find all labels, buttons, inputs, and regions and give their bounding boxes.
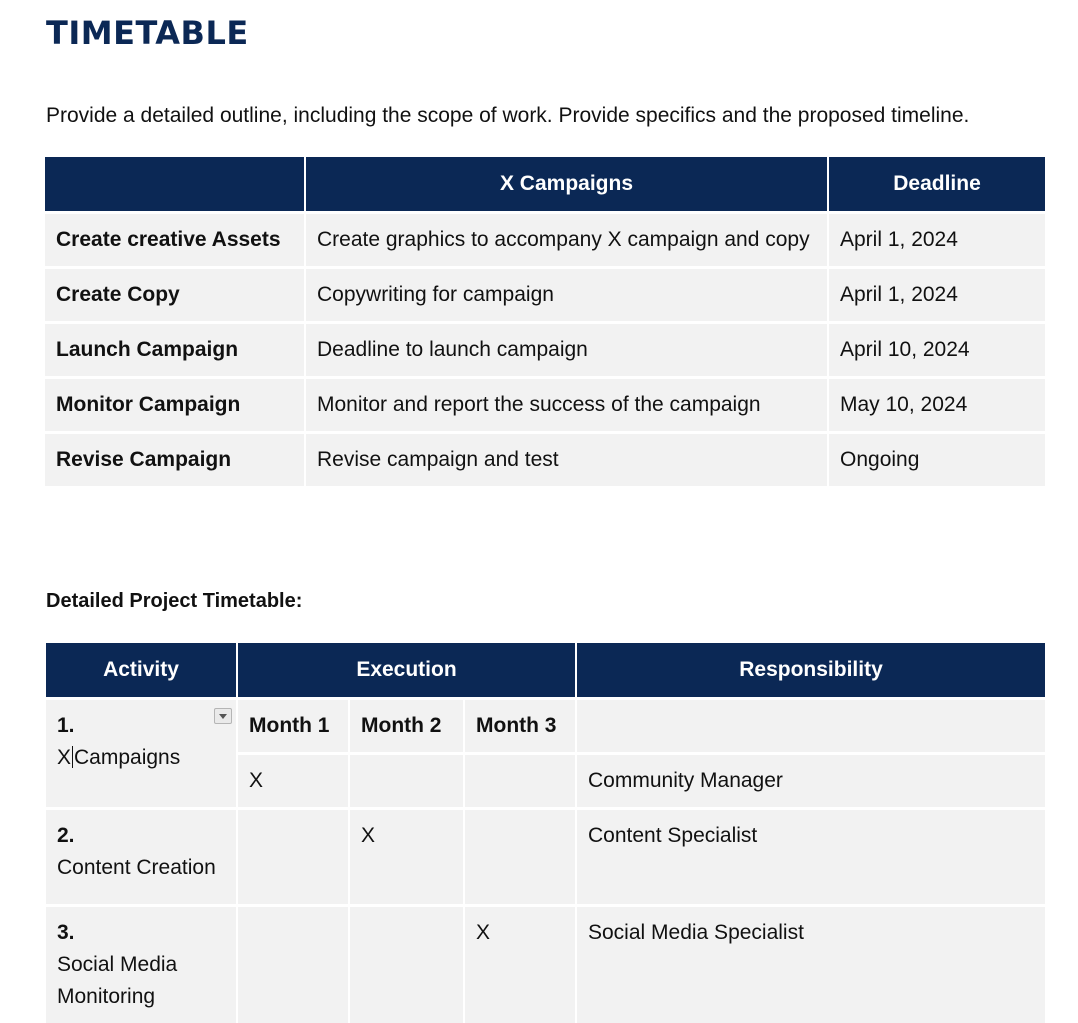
table-row — [46, 906, 1045, 1023]
header-execution: Execution — [237, 643, 576, 699]
activity-name-prefix: X — [57, 746, 71, 769]
month-3-label: Month 3 — [464, 699, 576, 754]
description-cell[interactable]: Copywriting for campaign — [305, 268, 828, 323]
month-2-cell[interactable]: X — [349, 809, 464, 906]
month-3-cell[interactable] — [464, 754, 576, 809]
table-row — [45, 323, 1045, 378]
table-row — [45, 268, 1045, 323]
month-1-cell[interactable]: X — [237, 754, 349, 809]
header-x-campaigns: X Campaigns — [305, 157, 828, 213]
activity-number: 1. — [57, 710, 225, 742]
activity-cell[interactable] — [46, 699, 237, 809]
page-title: TIMETABLE — [46, 14, 249, 52]
responsibility-cell[interactable]: Social Media Specialist — [576, 906, 1045, 1023]
activity-cell[interactable]: Create creative Assets — [45, 213, 305, 268]
header-activity: Activity — [46, 643, 237, 699]
deadline-cell[interactable]: April 10, 2024 — [828, 323, 1045, 378]
activity-cell[interactable]: Launch Campaign — [45, 323, 305, 378]
month-2-cell[interactable] — [349, 754, 464, 809]
activity-name: Content Creation — [57, 856, 216, 879]
activity-number: 2. — [57, 820, 225, 852]
description-cell[interactable]: Deadline to launch campaign — [305, 323, 828, 378]
campaign-table — [45, 157, 1045, 486]
activity-name-suffix: Campaigns — [74, 746, 180, 769]
project-timetable — [46, 643, 1045, 1023]
activity-cell[interactable] — [46, 906, 237, 1023]
table-row — [45, 433, 1045, 487]
month-2-label: Month 2 — [349, 699, 464, 754]
header-empty — [45, 157, 305, 213]
deadline-cell[interactable]: April 1, 2024 — [828, 213, 1045, 268]
responsibility-cell[interactable]: Community Manager — [576, 754, 1045, 809]
month-2-cell[interactable] — [349, 906, 464, 1023]
intro-text: Provide a detailed outline, including the scope of work. Provide specifics and the proposed timeline. — [46, 104, 969, 128]
table-header-row — [45, 157, 1045, 213]
month-1-cell[interactable] — [237, 906, 349, 1023]
month-1-cell[interactable] — [237, 809, 349, 906]
description-cell[interactable]: Create graphics to accompany X campaign and copy — [305, 213, 828, 268]
deadline-cell[interactable]: April 1, 2024 — [828, 268, 1045, 323]
activity-name: Social Media Monitoring — [57, 953, 177, 1008]
text-cursor — [72, 746, 73, 768]
deadline-cell[interactable]: May 10, 2024 — [828, 378, 1045, 433]
header-deadline: Deadline — [828, 157, 1045, 213]
table-row — [45, 213, 1045, 268]
month-3-cell[interactable]: X — [464, 906, 576, 1023]
activity-cell[interactable]: Create Copy — [45, 268, 305, 323]
description-cell[interactable]: Monitor and report the success of the campaign — [305, 378, 828, 433]
header-responsibility: Responsibility — [576, 643, 1045, 699]
description-cell[interactable]: Revise campaign and test — [305, 433, 828, 487]
table-row — [46, 699, 1045, 754]
table-row — [46, 809, 1045, 906]
table-header-row — [46, 643, 1045, 699]
dropdown-arrow-icon[interactable] — [214, 708, 232, 724]
detailed-timetable-heading: Detailed Project Timetable: — [46, 590, 302, 613]
activity-number: 3. — [57, 917, 225, 949]
table-row — [45, 378, 1045, 433]
activity-cell[interactable]: Revise Campaign — [45, 433, 305, 487]
activity-cell[interactable]: Monitor Campaign — [45, 378, 305, 433]
activity-cell[interactable] — [46, 809, 237, 906]
responsibility-empty-cell[interactable] — [576, 699, 1045, 754]
month-1-label: Month 1 — [237, 699, 349, 754]
month-3-cell[interactable] — [464, 809, 576, 906]
deadline-cell[interactable]: Ongoing — [828, 433, 1045, 487]
responsibility-cell[interactable]: Content Specialist — [576, 809, 1045, 906]
